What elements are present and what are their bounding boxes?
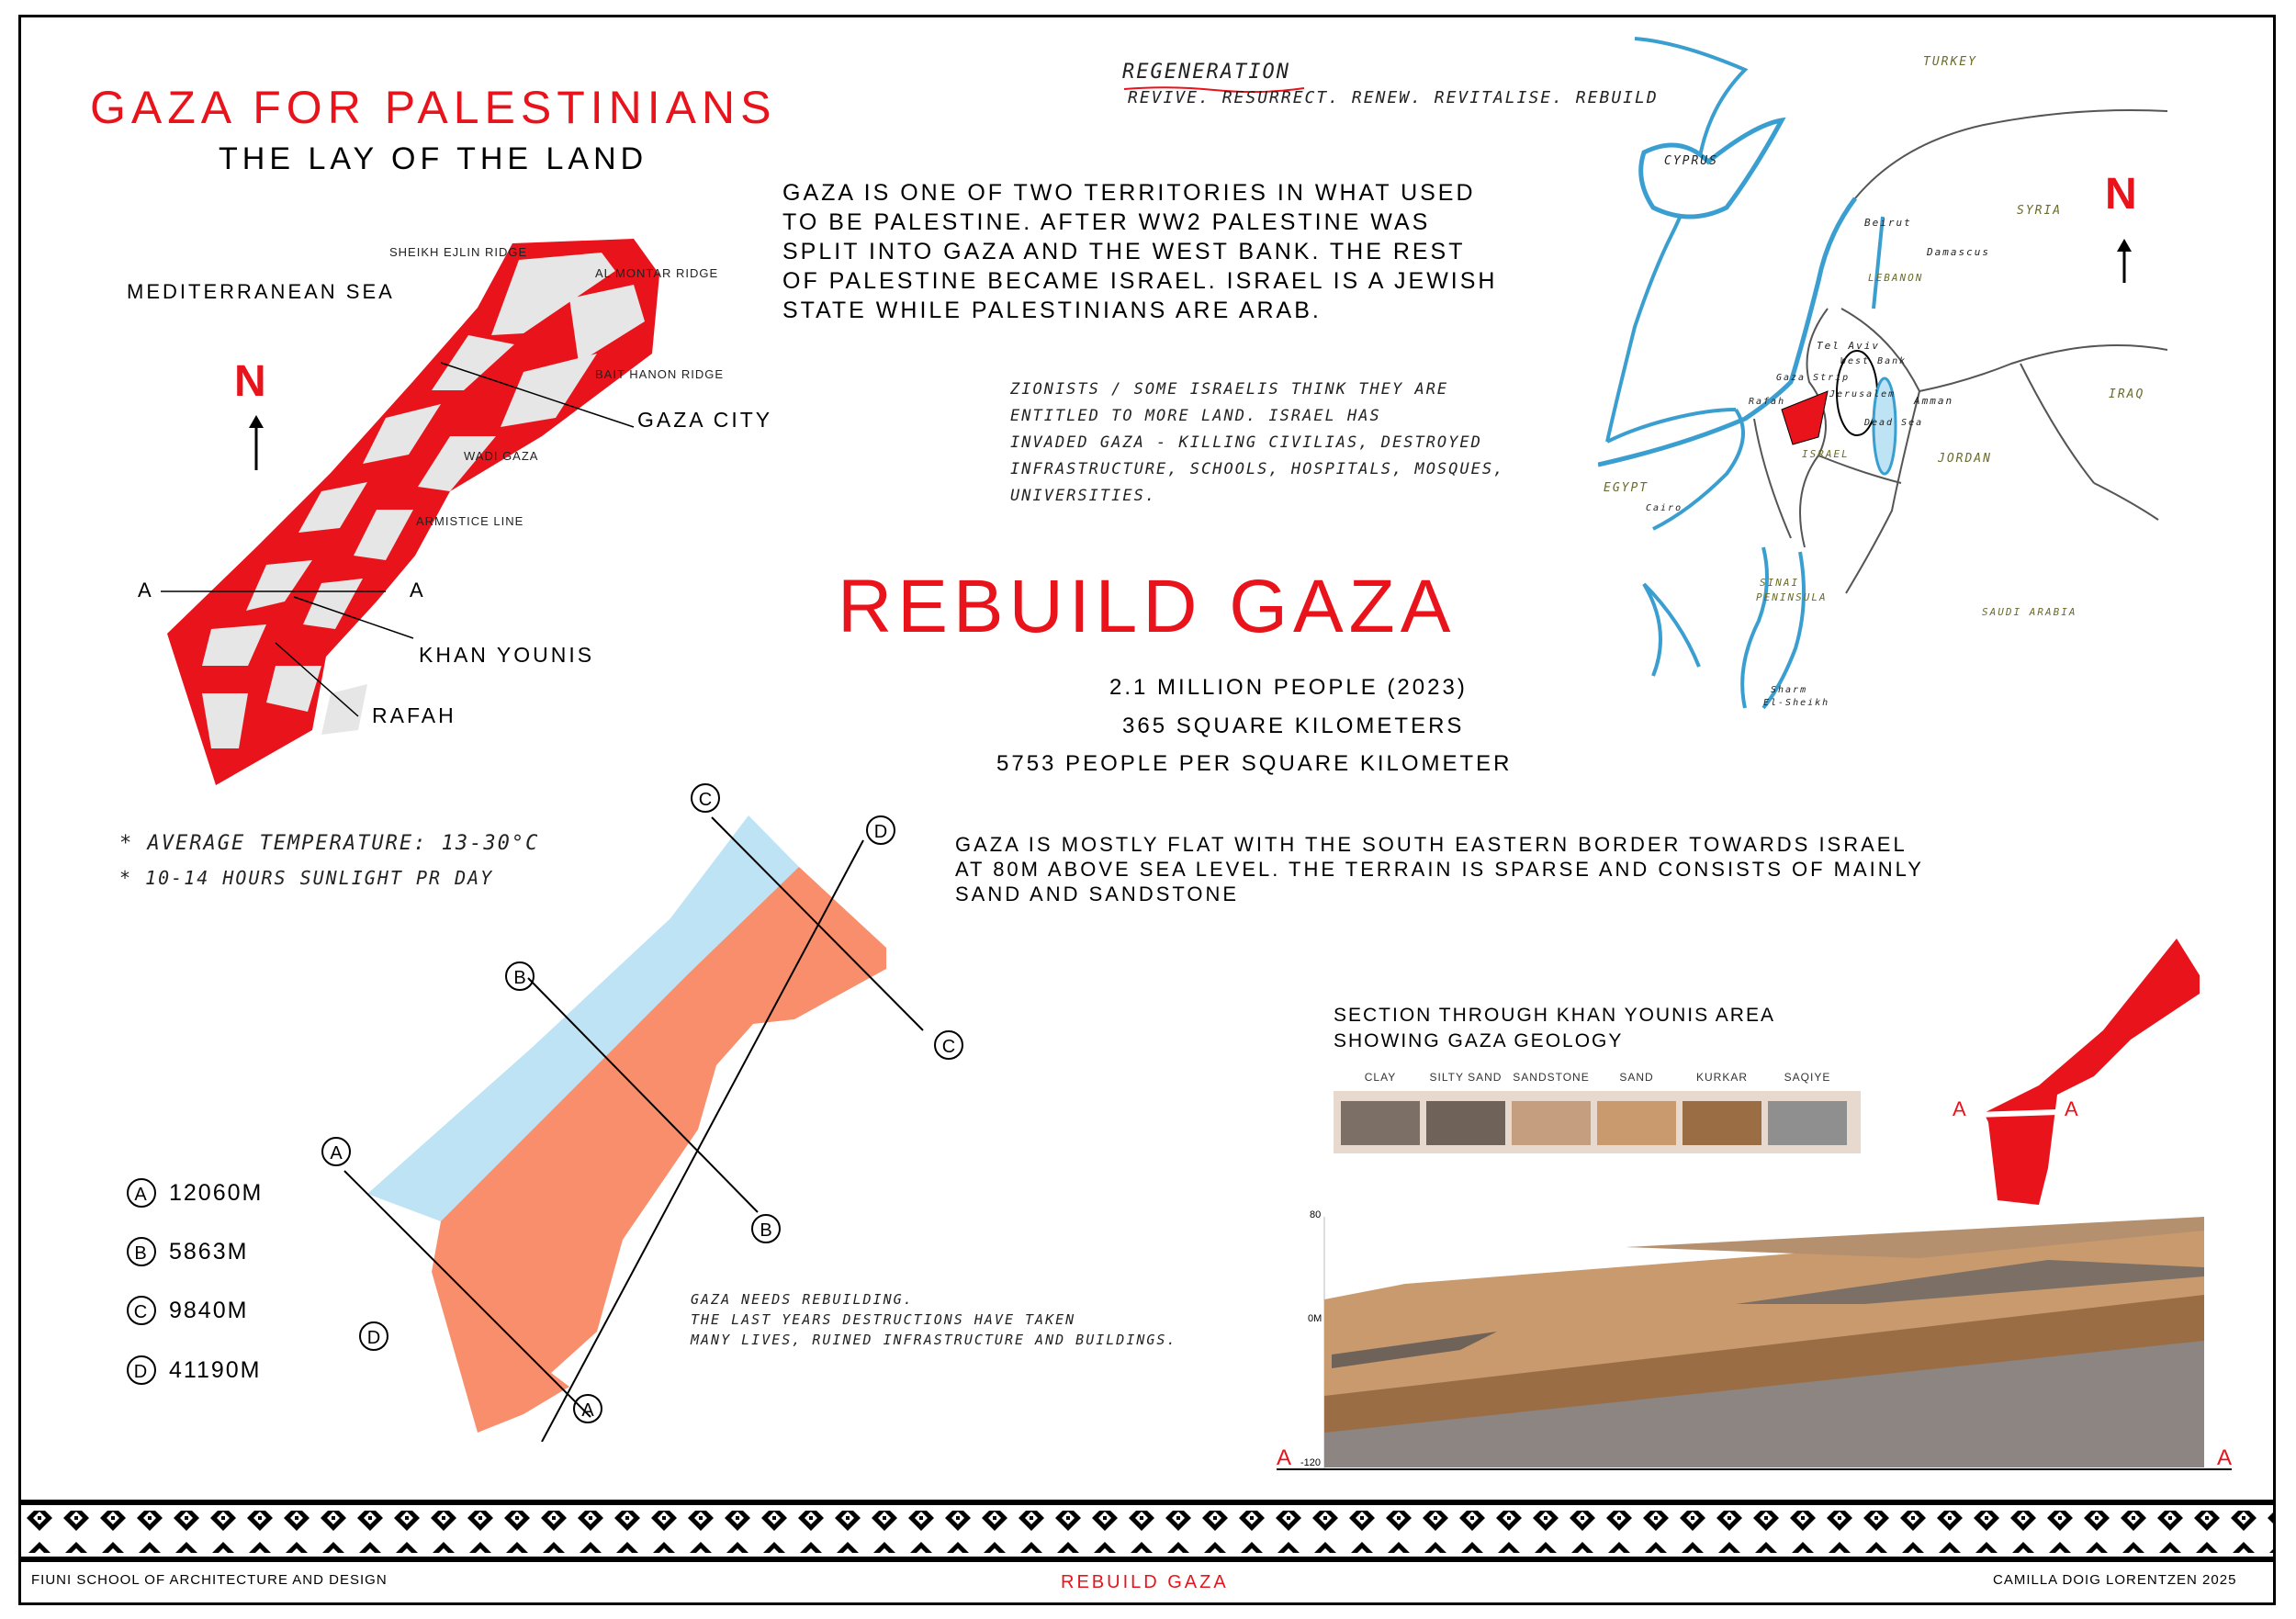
material-swatch-saqiye	[1768, 1101, 1847, 1145]
note-line: THE LAST YEARS DESTRUCTIONS HAVE TAKEN	[691, 1311, 1076, 1328]
material-swatch-siltysand	[1426, 1101, 1505, 1145]
region-sharm: Sharm	[1771, 685, 1808, 695]
section-mark-a-left: A	[1277, 1445, 1292, 1470]
ridge-label-wadi: WADI GAZA	[464, 449, 539, 463]
region-israel: ISRAEL	[1802, 448, 1850, 460]
region-sinai: SINAI	[1760, 577, 1800, 589]
intro-line: GAZA IS ONE OF TWO TERRITORIES IN WHAT USED	[782, 180, 1476, 206]
terrain-line: SAND AND SANDSTONE	[955, 883, 1240, 905]
note-line: UNIVERSITIES.	[1010, 487, 1157, 505]
section-legend-a	[127, 1178, 263, 1208]
region-saudi: SAUDI ARABIA	[1982, 606, 2077, 618]
zionists-note	[1010, 377, 1504, 510]
region-amman: Amman	[1914, 395, 1954, 407]
city-label-gaza: GAZA CITY	[637, 408, 773, 432]
intro-line: TO BE PALESTINE. AFTER WW2 PALESTINE WAS	[782, 209, 1431, 235]
section-legend-b	[127, 1237, 248, 1266]
north-label-region: N	[2105, 170, 2137, 219]
legend-key: B	[127, 1237, 156, 1266]
cyprus-shape	[1641, 120, 1782, 217]
section-mark-a-right: A	[2217, 1445, 2233, 1470]
rebuild-note	[691, 1289, 1176, 1350]
legend-value: 9840M	[169, 1297, 249, 1323]
region-deadsea: Dead Sea	[1864, 418, 1924, 428]
region-telaviv: Tel Aviv	[1817, 340, 1880, 352]
region-cairo: Cairo	[1646, 503, 1683, 513]
ridge-label-armistice: ARMISTICE LINE	[416, 514, 524, 528]
main-title: REBUILD GAZA	[838, 565, 1457, 648]
note-line: ZIONISTS / SOME ISRAELIS THINK THEY ARE	[1010, 380, 1449, 399]
terrain-line: GAZA IS MOSTLY FLAT WITH THE SOUTH EASTERN BORDER TOWARDS ISRAEL	[955, 833, 1908, 856]
section-mark-a-left: A	[138, 579, 152, 602]
stat-population: 2.1 MILLION PEOPLE (2023)	[1109, 675, 1468, 700]
section-mark-a-right: A	[410, 579, 423, 602]
stat-area: 365 SQUARE KILOMETERS	[1122, 714, 1465, 738]
region-rafah: Rafah	[1749, 397, 1786, 407]
legend-key: A	[127, 1178, 156, 1208]
north-arrow-icon-region	[2112, 239, 2136, 285]
material-swatch-sandstone	[1512, 1101, 1591, 1145]
section-legend-d	[127, 1355, 262, 1385]
note-line: INFRASTRUCTURE, SCHOOLS, HOSPITALS, MOSQUES,	[1010, 460, 1505, 478]
terrain-line: AT 80M ABOVE SEA LEVEL. THE TERRAIN IS SPARSE AND CONSISTS OF MAINLY	[955, 858, 1924, 881]
region-map	[1598, 33, 2167, 722]
intro-paragraph	[782, 178, 1497, 325]
legend-value: 5863M	[169, 1238, 249, 1265]
material-swatch-kurkar	[1683, 1101, 1761, 1145]
region-jordan: JORDAN	[1938, 452, 1992, 466]
material-label: SILTY SAND	[1429, 1071, 1503, 1084]
region-turkey: TURKEY	[1923, 55, 1977, 69]
region-westbank: West Bank	[1840, 356, 1908, 366]
decorative-pattern-band	[21, 1500, 2273, 1564]
stat-density: 5753 PEOPLE PER SQUARE KILOMETER	[996, 751, 1513, 776]
region-lebanon: LEBANON	[1868, 272, 1924, 284]
note-line: INVADED GAZA - KILLING CIVILIAS, DESTROYED	[1010, 433, 1482, 452]
material-label: SAND	[1619, 1071, 1654, 1084]
footer-right: CAMILLA DOIG LORENTZEN 2025	[1993, 1572, 2237, 1588]
material-label: SAQIYE	[1784, 1071, 1831, 1084]
gaza-strip-red	[1782, 391, 1828, 444]
ridge-label-almontar: AL MONTAR RIDGE	[595, 266, 719, 280]
section-mark: D	[359, 1321, 388, 1351]
region-sinai2: PENINSULA	[1756, 591, 1828, 603]
key-mark-a-left: A	[1953, 1097, 1966, 1120]
section-mark: D	[866, 815, 895, 845]
material-swatch-clay	[1341, 1101, 1420, 1145]
depth-label-bottom: -120	[1300, 1457, 1322, 1468]
ridge-label-baithanon: BAIT HANON RIDGE	[595, 367, 725, 381]
region-damascus: Damascus	[1927, 246, 1990, 258]
region-jerusalem: Jerusalem	[1829, 389, 1896, 399]
sea-river-outlines	[1607, 39, 1804, 708]
region-sharm2: El-Sheikh	[1763, 698, 1830, 708]
depth-label-top: 80	[1310, 1209, 1322, 1220]
material-label: KURKAR	[1695, 1071, 1748, 1084]
section-mark: B	[505, 961, 535, 991]
intro-line: STATE WHILE PALESTINIANS ARE ARAB.	[782, 298, 1322, 323]
regeneration-words: REVIVE. RESURRECT. RENEW. REVITALISE. REBUILD	[1128, 88, 1659, 107]
geology-heading-line: SHOWING GAZA GEOLOGY	[1334, 1030, 1624, 1051]
footer-left: FIUNI SCHOOL OF ARCHITECTURE AND DESIGN	[31, 1572, 388, 1588]
geology-heading-line: SECTION THROUGH KHAN YOUNIS AREA	[1334, 1005, 1775, 1026]
north-label: N	[234, 357, 266, 406]
footer-center: REBUILD GAZA	[1061, 1572, 1229, 1592]
region-egypt: EGYPT	[1604, 481, 1649, 495]
ridge-label-sheikh: SHEIKH EJLIN RIDGE	[389, 245, 528, 259]
geology-heading	[1334, 1003, 1775, 1054]
note-line: MANY LIVES, RUINED INFRASTRUCTURE AND BUILDINGS.	[691, 1332, 1177, 1348]
city-label-khanyounis: KHAN YOUNIS	[419, 643, 595, 667]
section-mark: A	[321, 1137, 351, 1166]
legend-value: 12060M	[169, 1179, 264, 1206]
climate-sunlight: * 10-14 HOURS SUNLIGHT PR DAY	[119, 867, 494, 889]
sea-label: MEDITERRANEAN SEA	[127, 280, 395, 303]
legend-value: 41190M	[169, 1356, 262, 1383]
section-legend-c	[127, 1296, 248, 1325]
intro-line: OF PALESTINE BECAME ISRAEL. ISRAEL IS A JEWISH	[782, 268, 1498, 294]
region-syria: SYRIA	[2017, 204, 2063, 218]
section-mark: B	[751, 1214, 781, 1243]
region-gaza-strip: Gaza Strip	[1776, 373, 1851, 383]
region-beirut: Beirut	[1864, 217, 1912, 229]
intro-line: SPLIT INTO GAZA AND THE WEST BANK. THE REST	[782, 239, 1466, 264]
page-title: GAZA FOR PALESTINIANS	[90, 82, 777, 133]
material-swatch-sand	[1597, 1101, 1676, 1145]
region-cyprus: CYPRUS	[1664, 154, 1718, 168]
section-mark: A	[573, 1394, 602, 1423]
legend-key: C	[127, 1296, 156, 1325]
terrain-paragraph	[955, 832, 1924, 906]
note-line: GAZA NEEDS REBUILDING.	[691, 1291, 914, 1308]
legend-key: D	[127, 1355, 156, 1385]
section-mark: C	[691, 783, 720, 813]
depth-label-mid: 0M	[1308, 1313, 1322, 1324]
lebanon-river	[1874, 217, 1883, 309]
page-subtitle: THE LAY OF THE LAND	[219, 141, 648, 176]
key-mark-a-right: A	[2065, 1097, 2078, 1120]
note-line: ENTITLED TO MORE LAND. ISRAEL HAS	[1010, 407, 1381, 425]
material-label: SANDSTONE	[1513, 1071, 1590, 1084]
city-label-rafah: RAFAH	[372, 703, 456, 727]
section-mark: C	[934, 1030, 963, 1060]
key-map	[1965, 929, 2223, 1205]
climate-temperature: * AVERAGE TEMPERATURE: 13-30°C	[119, 832, 540, 855]
geology-cross-section	[1277, 1203, 2232, 1478]
material-label: CLAY	[1364, 1071, 1397, 1084]
region-iraq: IRAQ	[2109, 388, 2145, 401]
regeneration-heading: REGENERATION	[1122, 61, 1290, 84]
